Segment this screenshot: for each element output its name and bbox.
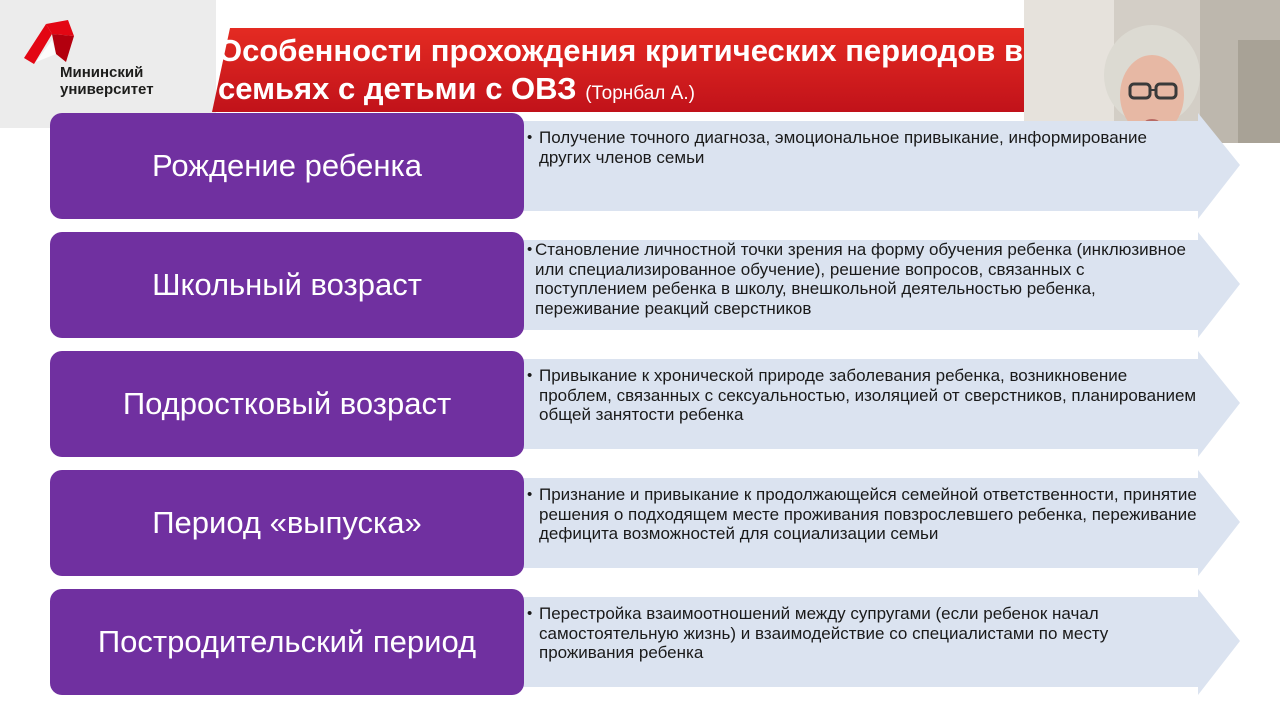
bullet-icon: • (527, 241, 533, 258)
stage-box: Подростковый возраст (50, 351, 524, 457)
title-line-1: Особенности прохождения критических периодов в (218, 33, 1024, 68)
minin-logo-icon (22, 18, 82, 66)
period-row (0, 470, 1280, 580)
stage-description (527, 485, 1197, 544)
description-text: Получение точного диагноза, эмоциональное привыкание, информирование других членов семьи (539, 128, 1147, 167)
title-author: (Торнбал А.) (585, 83, 695, 104)
description-text: Привыкание к хронической природе заболевания ребенка, возникновение проблем, связанных с сексуальностью, изоляцией от сверстников, планированием общей занятости ребенка (539, 366, 1197, 424)
period-row (0, 113, 1280, 223)
stage-box: Период «выпуска» (50, 470, 524, 576)
description-text: Признание и привыкание к продолжающейся семейной ответственности, принятие решения о подходящем месте проживания повзрослевшего ребенка, переживание дефицита возможностей для социализации семьи (539, 485, 1197, 543)
bullet-icon: • (527, 367, 533, 384)
stage-box: Школьный возраст (50, 232, 524, 338)
logo-line-2: университет (60, 81, 154, 98)
stage-description (527, 240, 1187, 318)
title-line-2 (218, 70, 1038, 113)
stage-description (527, 366, 1197, 425)
bullet-icon: • (527, 605, 533, 622)
period-row (0, 351, 1280, 461)
bullet-icon: • (527, 129, 533, 146)
logo-line-1: Мининский (60, 64, 144, 81)
stage-description (527, 604, 1197, 663)
stage-box: Постродительский период (50, 589, 524, 695)
period-row (0, 232, 1280, 342)
stage-description (527, 128, 1197, 167)
stage-box: Рождение ребенка (50, 113, 524, 219)
logo-area (0, 0, 216, 128)
title-line-2-text: семьях с детьми с ОВЗ (218, 71, 577, 106)
period-row (0, 589, 1280, 699)
logo-text (60, 64, 154, 98)
description-text: Становление личностной точки зрения на форму обучения ребенка (инклюзивное или специализированное обучение), решение вопросов, связанных с поступлением ребенка в школу, внешкольной деятельностью ребенка, переживание реакций сверстников (535, 240, 1186, 318)
description-text: Перестройка взаимоотношений между супругами (если ребенок начал самостоятельную жизнь) и взаимодействие со специалистами по месту проживания ребенка (539, 604, 1109, 662)
slide-title (218, 32, 1038, 113)
bullet-icon: • (527, 486, 533, 503)
